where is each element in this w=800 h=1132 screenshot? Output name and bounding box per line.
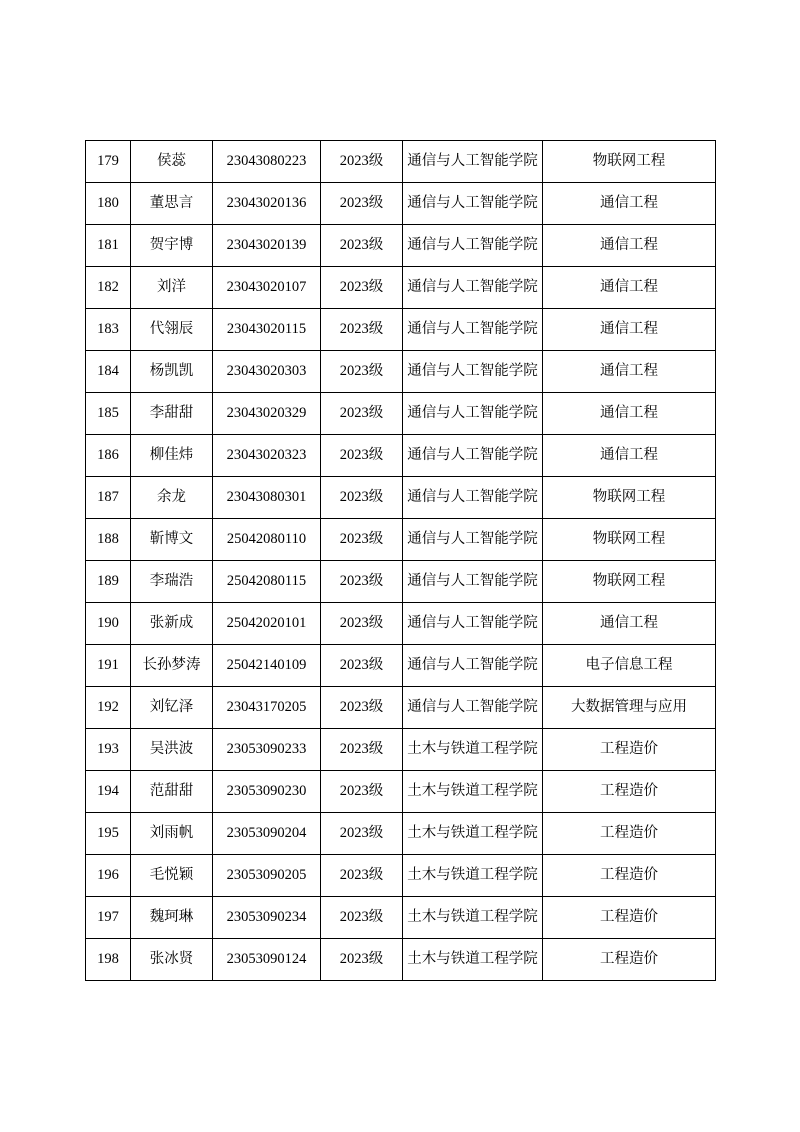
row-name: 张新成: [131, 603, 213, 645]
table-row: [86, 813, 716, 855]
row-student-id: 23053090230: [213, 771, 321, 813]
row-major: 通信工程: [543, 603, 716, 645]
row-college: 通信与人工智能学院: [403, 519, 543, 561]
row-name: 董思言: [131, 183, 213, 225]
row-college: 通信与人工智能学院: [403, 393, 543, 435]
row-name: 吴洪波: [131, 729, 213, 771]
row-index: 194: [86, 771, 131, 813]
row-major: 通信工程: [543, 225, 716, 267]
row-student-id: 23043080223: [213, 141, 321, 183]
table-row: [86, 939, 716, 981]
row-grade: 2023级: [321, 141, 403, 183]
row-college: 通信与人工智能学院: [403, 435, 543, 477]
row-name: 贺宇博: [131, 225, 213, 267]
row-grade: 2023级: [321, 771, 403, 813]
table-row: [86, 435, 716, 477]
table-row: [86, 477, 716, 519]
row-name: 张冰贤: [131, 939, 213, 981]
row-college: 通信与人工智能学院: [403, 687, 543, 729]
row-index: 185: [86, 393, 131, 435]
row-college: 土木与铁道工程学院: [403, 855, 543, 897]
row-index: 184: [86, 351, 131, 393]
row-grade: 2023级: [321, 267, 403, 309]
table-row: [86, 897, 716, 939]
row-index: 182: [86, 267, 131, 309]
row-major: 工程造价: [543, 813, 716, 855]
row-student-id: 23043170205: [213, 687, 321, 729]
table-row: [86, 603, 716, 645]
row-name: 刘洋: [131, 267, 213, 309]
row-name: 杨凯凯: [131, 351, 213, 393]
row-grade: 2023级: [321, 183, 403, 225]
table-row: [86, 855, 716, 897]
row-grade: 2023级: [321, 351, 403, 393]
student-roster-table: [85, 140, 716, 981]
row-student-id: 25042140109: [213, 645, 321, 687]
row-student-id: 23043020139: [213, 225, 321, 267]
row-name: 长孙梦涛: [131, 645, 213, 687]
row-index: 196: [86, 855, 131, 897]
row-grade: 2023级: [321, 813, 403, 855]
row-name: 侯蕊: [131, 141, 213, 183]
row-student-id: 25042020101: [213, 603, 321, 645]
row-student-id: 25042080115: [213, 561, 321, 603]
row-grade: 2023级: [321, 855, 403, 897]
row-major: 通信工程: [543, 309, 716, 351]
roster-table-container: [85, 140, 715, 981]
table-row: [86, 351, 716, 393]
row-index: 188: [86, 519, 131, 561]
row-name: 柳佳炜: [131, 435, 213, 477]
row-major: 物联网工程: [543, 477, 716, 519]
row-college: 通信与人工智能学院: [403, 645, 543, 687]
row-name: 毛悦颖: [131, 855, 213, 897]
row-grade: 2023级: [321, 561, 403, 603]
row-index: 195: [86, 813, 131, 855]
row-index: 191: [86, 645, 131, 687]
row-college: 通信与人工智能学院: [403, 309, 543, 351]
row-index: 197: [86, 897, 131, 939]
row-name: 李甜甜: [131, 393, 213, 435]
row-student-id: 23053090205: [213, 855, 321, 897]
table-row: [86, 267, 716, 309]
row-name: 代翎辰: [131, 309, 213, 351]
row-student-id: 23053090233: [213, 729, 321, 771]
row-college: 通信与人工智能学院: [403, 267, 543, 309]
row-index: 181: [86, 225, 131, 267]
row-student-id: 23053090234: [213, 897, 321, 939]
row-college: 通信与人工智能学院: [403, 225, 543, 267]
row-grade: 2023级: [321, 519, 403, 561]
row-grade: 2023级: [321, 477, 403, 519]
row-student-id: 23043020323: [213, 435, 321, 477]
table-row: [86, 225, 716, 267]
row-student-id: 23043020136: [213, 183, 321, 225]
row-major: 物联网工程: [543, 561, 716, 603]
row-index: 190: [86, 603, 131, 645]
row-student-id: 23043080301: [213, 477, 321, 519]
table-row: [86, 729, 716, 771]
row-major: 大数据管理与应用: [543, 687, 716, 729]
row-student-id: 23043020303: [213, 351, 321, 393]
row-major: 工程造价: [543, 855, 716, 897]
table-row: [86, 771, 716, 813]
row-name: 范甜甜: [131, 771, 213, 813]
row-college: 土木与铁道工程学院: [403, 897, 543, 939]
row-student-id: 23043020115: [213, 309, 321, 351]
row-major: 通信工程: [543, 435, 716, 477]
row-college: 土木与铁道工程学院: [403, 771, 543, 813]
row-index: 179: [86, 141, 131, 183]
row-college: 通信与人工智能学院: [403, 141, 543, 183]
table-row: [86, 393, 716, 435]
row-student-id: 23053090124: [213, 939, 321, 981]
row-index: 193: [86, 729, 131, 771]
row-index: 189: [86, 561, 131, 603]
row-index: 180: [86, 183, 131, 225]
row-major: 通信工程: [543, 393, 716, 435]
row-grade: 2023级: [321, 687, 403, 729]
row-major: 工程造价: [543, 897, 716, 939]
row-student-id: 23043020329: [213, 393, 321, 435]
row-major: 通信工程: [543, 351, 716, 393]
row-major: 物联网工程: [543, 519, 716, 561]
row-name: 李瑞浩: [131, 561, 213, 603]
row-grade: 2023级: [321, 603, 403, 645]
row-college: 通信与人工智能学院: [403, 183, 543, 225]
row-grade: 2023级: [321, 897, 403, 939]
table-row: [86, 645, 716, 687]
row-grade: 2023级: [321, 435, 403, 477]
row-grade: 2023级: [321, 225, 403, 267]
row-major: 工程造价: [543, 771, 716, 813]
row-grade: 2023级: [321, 939, 403, 981]
row-name: 靳博文: [131, 519, 213, 561]
row-student-id: 23043020107: [213, 267, 321, 309]
row-grade: 2023级: [321, 729, 403, 771]
row-major: 电子信息工程: [543, 645, 716, 687]
row-college: 土木与铁道工程学院: [403, 813, 543, 855]
table-row: [86, 687, 716, 729]
table-row: [86, 561, 716, 603]
row-major: 通信工程: [543, 267, 716, 309]
row-major: 通信工程: [543, 183, 716, 225]
row-major: 工程造价: [543, 939, 716, 981]
table-row: [86, 183, 716, 225]
row-student-id: 23053090204: [213, 813, 321, 855]
row-index: 183: [86, 309, 131, 351]
row-index: 187: [86, 477, 131, 519]
row-college: 通信与人工智能学院: [403, 603, 543, 645]
row-college: 土木与铁道工程学院: [403, 729, 543, 771]
row-name: 刘雨帆: [131, 813, 213, 855]
table-row: [86, 141, 716, 183]
row-index: 198: [86, 939, 131, 981]
row-student-id: 25042080110: [213, 519, 321, 561]
row-college: 通信与人工智能学院: [403, 561, 543, 603]
row-major: 工程造价: [543, 729, 716, 771]
roster-table-body: [86, 141, 716, 981]
table-row: [86, 519, 716, 561]
row-index: 186: [86, 435, 131, 477]
row-name: 刘钇泽: [131, 687, 213, 729]
row-college: 土木与铁道工程学院: [403, 939, 543, 981]
row-major: 物联网工程: [543, 141, 716, 183]
row-college: 通信与人工智能学院: [403, 477, 543, 519]
table-row: [86, 309, 716, 351]
row-college: 通信与人工智能学院: [403, 351, 543, 393]
row-index: 192: [86, 687, 131, 729]
row-name: 魏珂琳: [131, 897, 213, 939]
row-grade: 2023级: [321, 309, 403, 351]
row-grade: 2023级: [321, 645, 403, 687]
row-name: 余龙: [131, 477, 213, 519]
row-grade: 2023级: [321, 393, 403, 435]
